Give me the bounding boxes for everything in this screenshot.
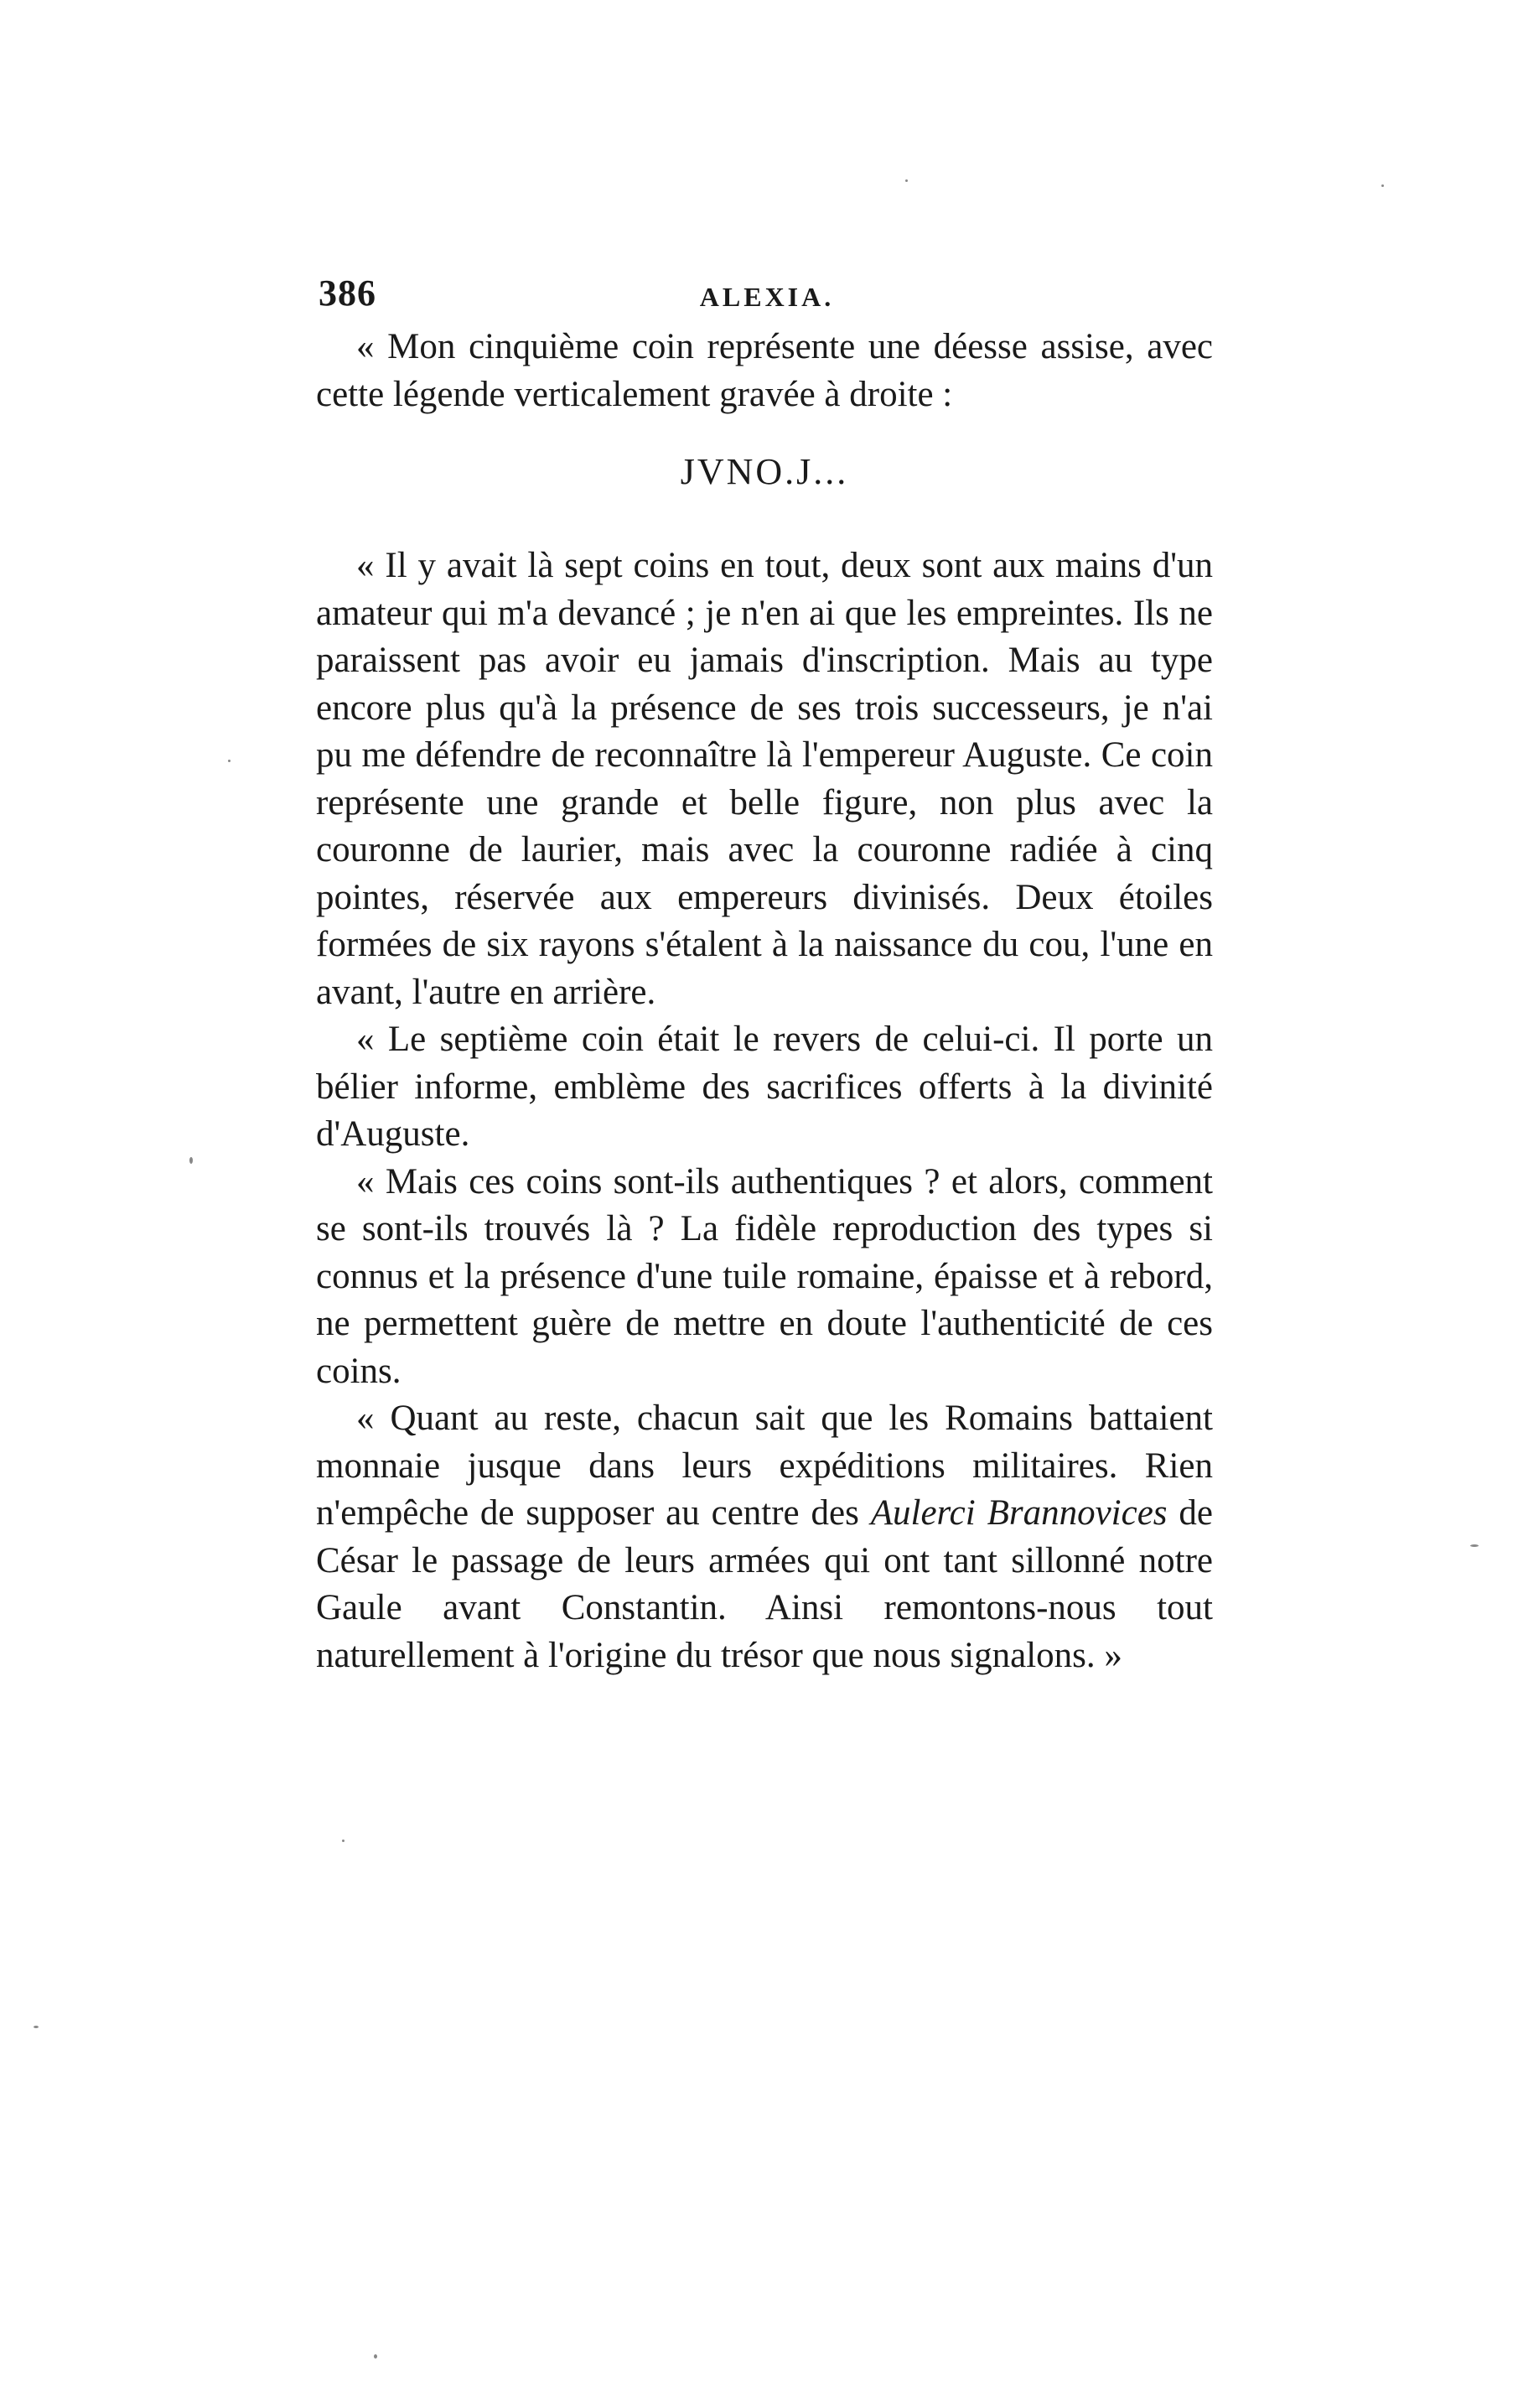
paper-speck: [905, 179, 908, 182]
paper-speck: [342, 1840, 345, 1842]
page-number: 386: [319, 272, 376, 314]
running-title: ALEXIA.: [699, 282, 835, 312]
paper-speck: [1381, 184, 1384, 187]
paragraph-seventh-coin: « Le septième coin était le revers de celui-ci. Il porte un bélier informe, emblème des sacrifices offerts à la divinité d'Auguste.: [316, 1020, 1213, 1154]
coin-legend: JVNO.J...: [680, 451, 849, 492]
paper-speck: [1470, 1544, 1479, 1547]
paragraph-authenticity: « Mais ces coins sont-ils authentiques ? et alors, comment se sont-ils trouvés là ? La fidèle reproduction des types si connus et la présence d'une tuile romaine, épaisse et à rebord, ne permettent guère de mettre en doute l'authenticité de ces coins.: [316, 1161, 1213, 1391]
conclusion-text-start: « Quant au reste, chacun sait que les Romains battaient monnaie jusque dans leurs expéditions militaires. Rien n'empêche de supposer au centre des: [316, 1399, 1213, 1533]
body-text: [316, 324, 1213, 1679]
paper-speck: [189, 1157, 193, 1164]
paper-speck: [374, 2354, 377, 2359]
conclusion-text-end: de César le passage de leurs armées qui ont tant sillonné notre Gaule avant Constantin. Ainsi remontons-nous tout naturellement à l'origine du trésor que nous signalons. »: [316, 1493, 1214, 1675]
paragraph-fifth-coin: « Mon cinquième coin représente une déesse assise, avec cette légende verticalement gravée à droite :: [316, 327, 1213, 414]
paper-speck: [34, 2026, 39, 2028]
paper-speck: [228, 760, 231, 762]
italic-tribe-name: Aulerci Brannovices: [870, 1493, 1168, 1533]
paragraph-seven-coins: « Il y avait là sept coins en tout, deux sont aux mains d'un amateur qui m'a devancé ; je n'en ai que les empreintes. Ils ne paraissent pas avoir eu jamais d'inscription. Mais au type encore plus qu'à la présence de ses trois successeurs, je n'ai pu me défendre de reconnaître là l'empereur Auguste. Ce coin représente une grande et belle figure, non plus avec la couronne de laurier, mais avec la couronne radiée à cinq pointes, réservée aux empereurs divinisés. Deux étoiles formées de six rayons s'étalent à la naissance du cou, l'une en avant, l'autre en arrière.: [316, 546, 1213, 1012]
paragraph-conclusion: [316, 1395, 1213, 1679]
